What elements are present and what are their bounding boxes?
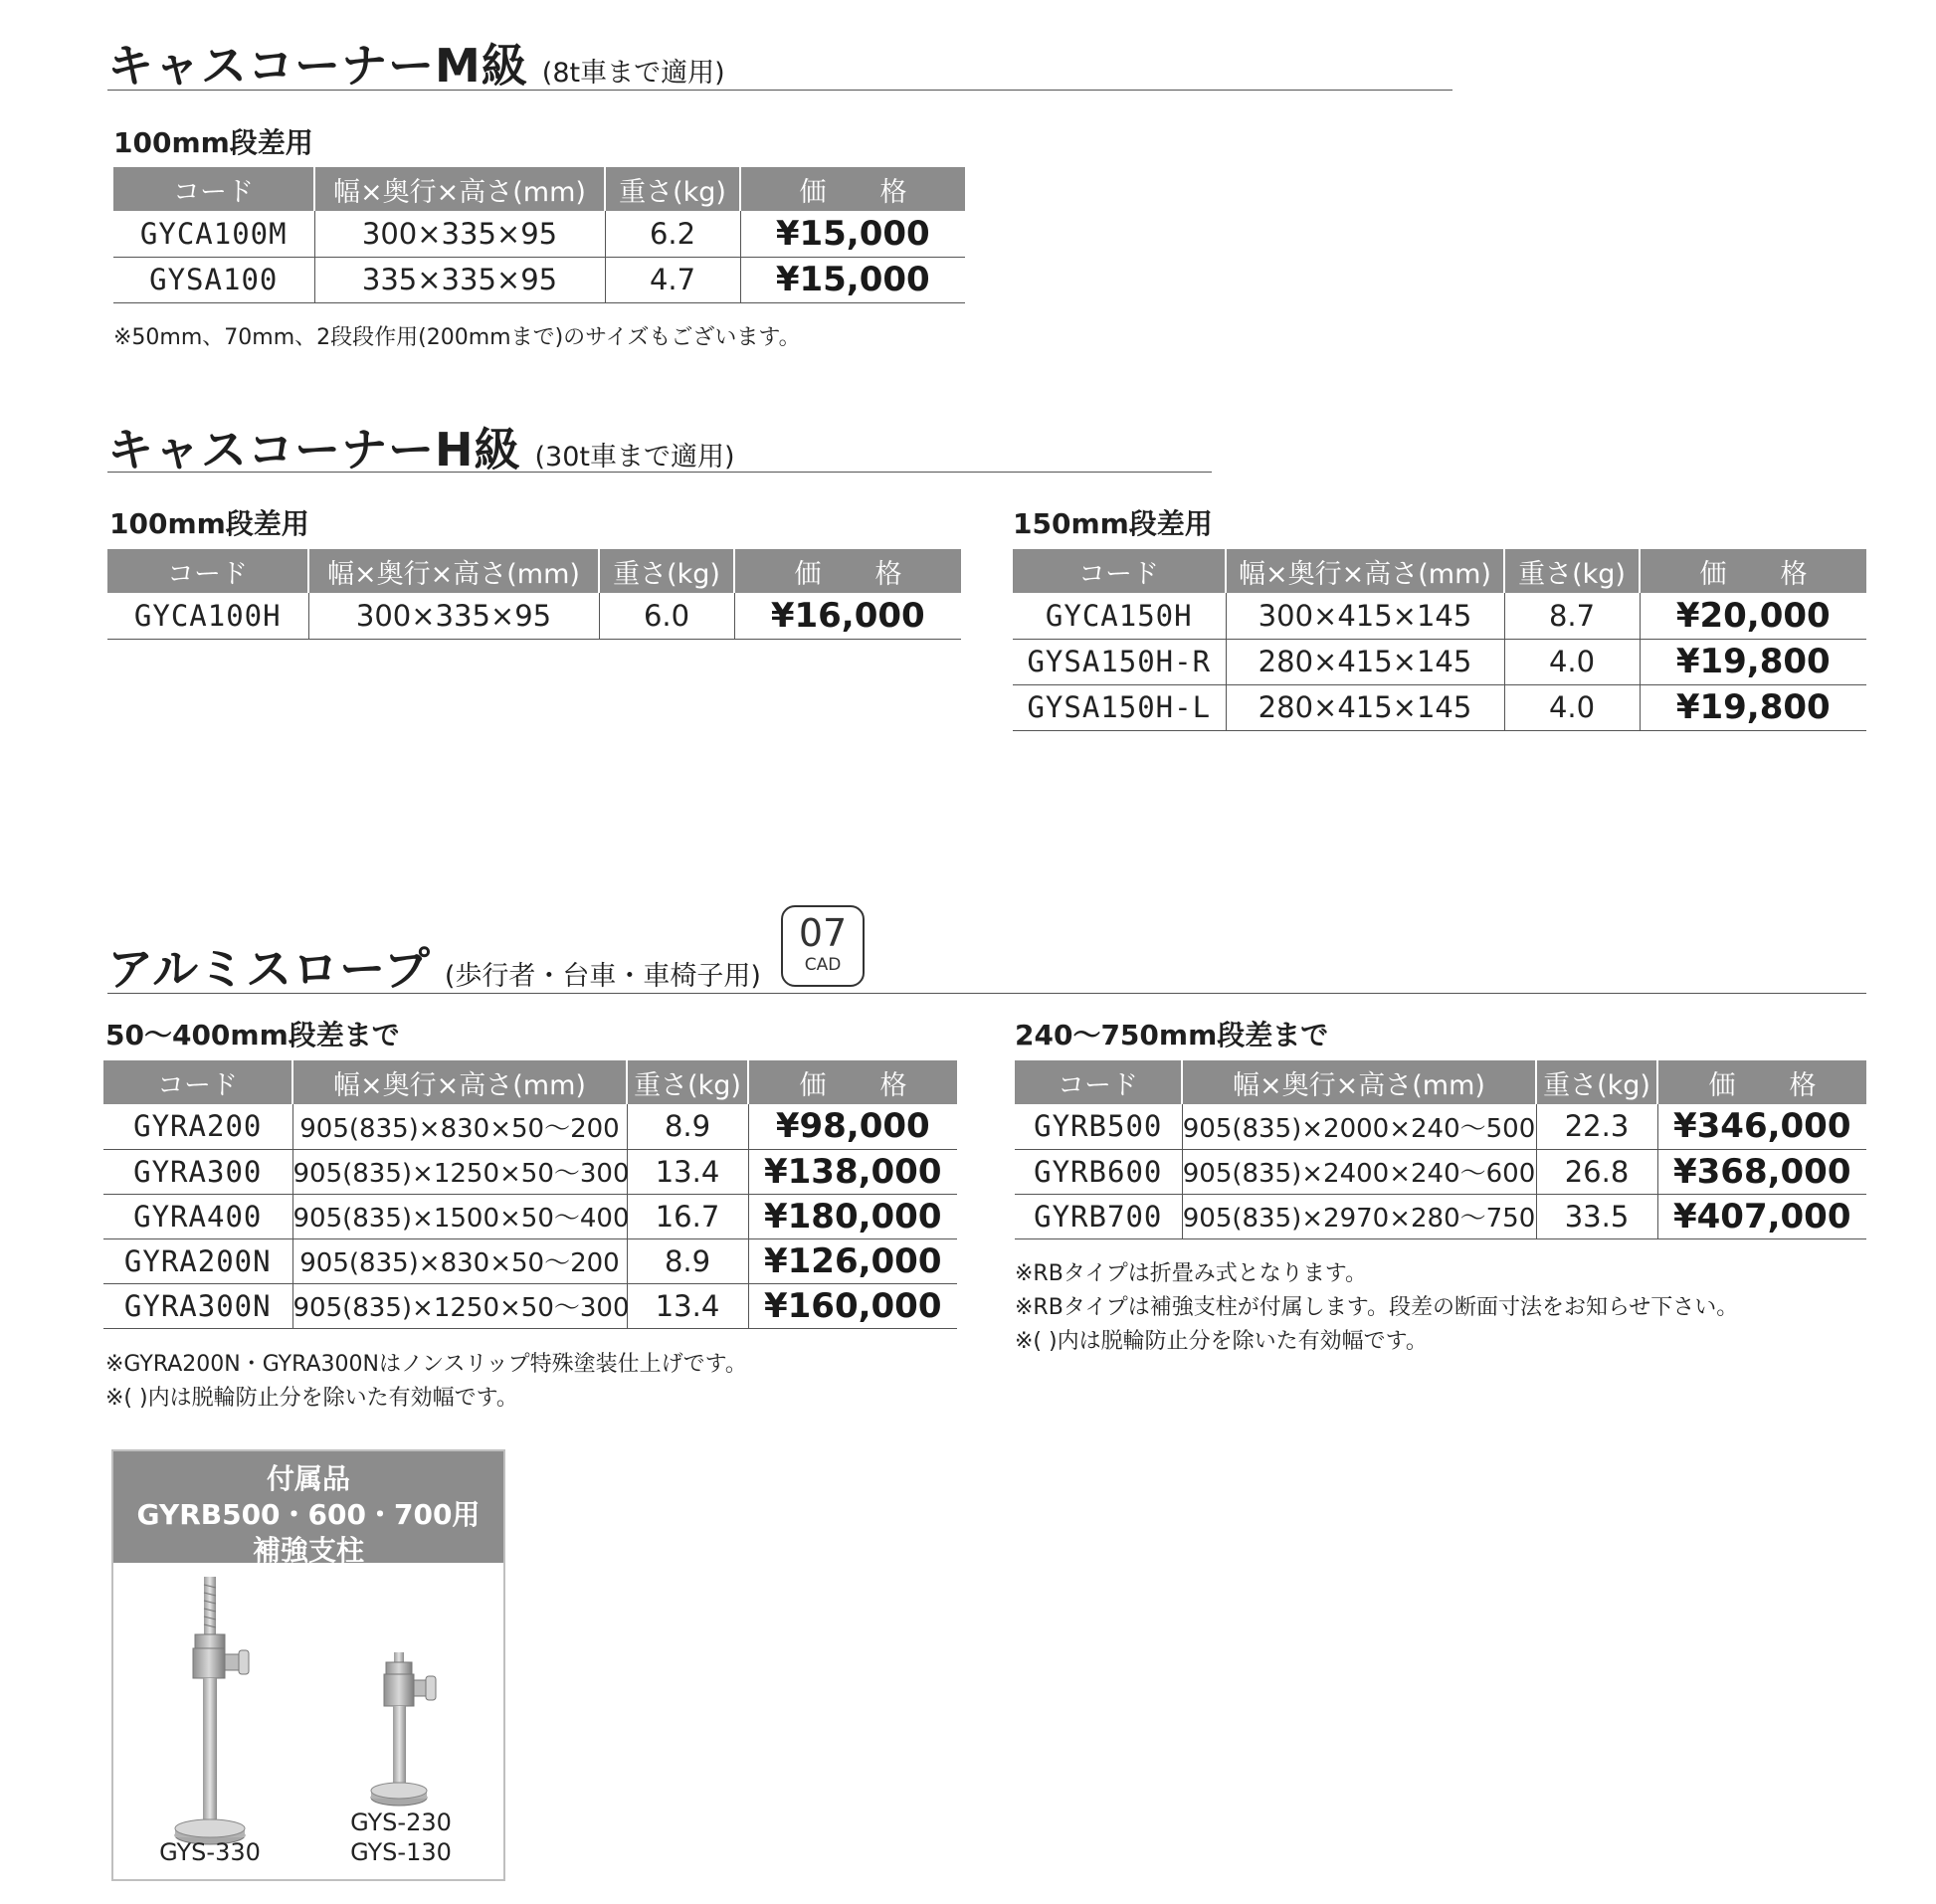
spec-table-h-150 — [1013, 549, 1866, 731]
note-effective-width-rb: ※( )内は脱輪防止分を除いた有効幅です。 — [1015, 1329, 1428, 1354]
product-dimensions: 300×335×95 — [308, 593, 599, 639]
product-code: GYSA150H-R — [1013, 639, 1226, 684]
sub-heading-alu-400: 50〜400mm段差まで — [105, 1019, 400, 1051]
header-price: 価 格 — [734, 549, 961, 593]
section-title-m — [107, 30, 725, 95]
spec-table-alu-750 — [1015, 1060, 1866, 1239]
product-price: ¥180,000 — [748, 1194, 957, 1238]
caption-gys-230: GYS-230 — [350, 1809, 452, 1836]
product-code: GYCA100M — [113, 211, 314, 257]
header-code: コード — [113, 167, 314, 211]
caption-gys-330: GYS-330 — [159, 1838, 261, 1866]
product-weight: 6.0 — [599, 593, 734, 639]
accessory-models: GYRB500・600・700用 — [136, 1498, 481, 1531]
product-dimensions: 905(835)×2000×240〜500 — [1182, 1104, 1536, 1149]
product-weight: 4.0 — [1504, 684, 1640, 730]
product-price: ¥368,000 — [1657, 1149, 1866, 1194]
product-code: GYSA150H-L — [1013, 684, 1226, 730]
table-row — [1013, 639, 1866, 684]
table-row — [103, 1149, 957, 1194]
product-weight: 8.9 — [627, 1238, 748, 1283]
accessory-box — [111, 1449, 505, 1881]
product-price: ¥346,000 — [1657, 1104, 1866, 1149]
product-dimensions: 905(835)×2400×240〜600 — [1182, 1149, 1536, 1194]
header-code: コード — [103, 1060, 292, 1104]
product-code: GYRA200N — [103, 1238, 292, 1283]
note-effective-width: ※( )内は脱輪防止分を除いた有効幅です。 — [105, 1386, 518, 1411]
accessory-label: 付属品 — [266, 1462, 350, 1495]
accessory-name: 補強支柱 — [252, 1534, 364, 1567]
section-divider-h — [107, 472, 1212, 473]
product-price: ¥19,800 — [1640, 684, 1866, 730]
product-code: GYRB700 — [1015, 1194, 1182, 1238]
header-weight: 重さ(kg) — [1504, 549, 1640, 593]
accessory-header — [113, 1451, 503, 1567]
note-m-sizes: ※50mm、70mm、2段段作用(200mmまで)のサイズもございます。 — [113, 325, 801, 350]
product-dimensions: 905(835)×1500×50〜400 — [292, 1194, 627, 1238]
header-code: コード — [107, 549, 308, 593]
product-weight: 4.7 — [605, 257, 740, 302]
product-code: GYCA150H — [1013, 593, 1226, 639]
note-folding: ※RBタイプは折畳み式となります。 — [1015, 1261, 1367, 1286]
spec-table-h-100 — [107, 549, 961, 640]
product-price: ¥20,000 — [1640, 593, 1866, 639]
product-code: GYRB500 — [1015, 1104, 1182, 1149]
table-row — [113, 257, 965, 302]
header-price: 価 格 — [748, 1060, 957, 1104]
section-subtitle-h: (30t車まで適用) — [534, 442, 735, 473]
product-price: ¥19,800 — [1640, 639, 1866, 684]
table-row — [1015, 1149, 1866, 1194]
header-dimensions: 幅×奥行×高さ(mm) — [1226, 549, 1504, 593]
note-nonslip: ※GYRA200N・GYRA300Nはノンスリップ特殊塗装仕上げです。 — [105, 1352, 747, 1377]
note-support-pillar: ※RBタイプは補強支柱が付属します。段差の断面寸法をお知らせ下さい。 — [1015, 1295, 1739, 1320]
product-weight: 16.7 — [627, 1194, 748, 1238]
table-row — [103, 1283, 957, 1328]
header-price: 価 格 — [1657, 1060, 1866, 1104]
cad-badge — [781, 905, 865, 987]
section-subtitle-m: (8t車まで適用) — [541, 58, 725, 89]
product-price: ¥98,000 — [748, 1104, 957, 1149]
product-code: GYSA100 — [113, 257, 314, 302]
gys-330-pillar — [175, 1577, 249, 1844]
product-dimensions: 905(835)×1250×50〜300 — [292, 1283, 627, 1328]
product-dimensions: 905(835)×1250×50〜300 — [292, 1149, 627, 1194]
header-dimensions: 幅×奥行×高さ(mm) — [292, 1060, 627, 1104]
product-weight: 33.5 — [1536, 1194, 1657, 1238]
product-weight: 8.9 — [627, 1104, 748, 1149]
cad-badge-label: CAD — [804, 955, 842, 975]
section-title-m-text: キャスコーナーM級 — [107, 39, 528, 93]
product-price: ¥16,000 — [734, 593, 961, 639]
header-weight: 重さ(kg) — [1536, 1060, 1657, 1104]
product-dimensions: 905(835)×830×50〜200 — [292, 1238, 627, 1283]
product-dimensions: 280×415×145 — [1226, 684, 1504, 730]
header-price: 価 格 — [1640, 549, 1866, 593]
product-weight: 26.8 — [1536, 1149, 1657, 1194]
section-divider-m — [107, 90, 1452, 91]
product-dimensions: 335×335×95 — [314, 257, 605, 302]
product-code: GYRB600 — [1015, 1149, 1182, 1194]
product-price: ¥126,000 — [748, 1238, 957, 1283]
product-price: ¥138,000 — [748, 1149, 957, 1194]
product-dimensions: 300×335×95 — [314, 211, 605, 257]
sub-heading-h-150: 150mm段差用 — [1013, 507, 1213, 540]
table-row — [103, 1104, 957, 1149]
section-title-alu-text: アルミスロープ — [107, 942, 431, 996]
table-row — [1015, 1194, 1866, 1238]
table-row — [103, 1238, 957, 1283]
section-subtitle-alu: (歩行者・台車・車椅子用) — [444, 961, 761, 992]
header-weight: 重さ(kg) — [605, 167, 740, 211]
product-price: ¥15,000 — [740, 257, 965, 302]
sub-heading-m-100: 100mm段差用 — [113, 126, 313, 159]
header-weight: 重さ(kg) — [627, 1060, 748, 1104]
header-dimensions: 幅×奥行×高さ(mm) — [308, 549, 599, 593]
product-price: ¥407,000 — [1657, 1194, 1866, 1238]
product-dimensions: 300×415×145 — [1226, 593, 1504, 639]
sub-heading-alu-750: 240〜750mm段差まで — [1015, 1019, 1329, 1051]
sub-heading-h-100: 100mm段差用 — [109, 507, 309, 540]
section-divider-alu — [107, 993, 1866, 994]
header-weight: 重さ(kg) — [599, 549, 734, 593]
product-dimensions: 280×415×145 — [1226, 639, 1504, 684]
product-price: ¥15,000 — [740, 211, 965, 257]
product-weight: 6.2 — [605, 211, 740, 257]
header-dimensions: 幅×奥行×高さ(mm) — [1182, 1060, 1536, 1104]
product-code: GYRA300N — [103, 1283, 292, 1328]
table-row — [103, 1194, 957, 1238]
product-dimensions: 905(835)×830×50〜200 — [292, 1104, 627, 1149]
product-dimensions: 905(835)×2970×280〜750 — [1182, 1194, 1536, 1238]
section-title-alu — [107, 933, 761, 999]
spec-table-m-100 — [113, 167, 965, 303]
cad-badge-number: 07 — [798, 911, 848, 955]
product-code: GYRA200 — [103, 1104, 292, 1149]
product-code: GYRA300 — [103, 1149, 292, 1194]
section-title-h-text: キャスコーナーH級 — [107, 423, 521, 476]
table-row — [1013, 593, 1866, 639]
spec-table-alu-400 — [103, 1060, 957, 1329]
table-row — [113, 211, 965, 257]
header-dimensions: 幅×奥行×高さ(mm) — [314, 167, 605, 211]
product-weight: 13.4 — [627, 1283, 748, 1328]
product-weight: 22.3 — [1536, 1104, 1657, 1149]
table-row — [1015, 1104, 1866, 1149]
gys-230-pillar — [371, 1652, 436, 1806]
caption-gys-130: GYS-130 — [350, 1838, 452, 1866]
header-code: コード — [1013, 549, 1226, 593]
section-title-h — [107, 414, 735, 479]
product-code: GYCA100H — [107, 593, 308, 639]
product-weight: 13.4 — [627, 1149, 748, 1194]
product-price: ¥160,000 — [748, 1283, 957, 1328]
product-weight: 8.7 — [1504, 593, 1640, 639]
product-weight: 4.0 — [1504, 639, 1640, 684]
header-code: コード — [1015, 1060, 1182, 1104]
table-row — [107, 593, 961, 639]
product-code: GYRA400 — [103, 1194, 292, 1238]
header-price: 価 格 — [740, 167, 965, 211]
table-row — [1013, 684, 1866, 730]
